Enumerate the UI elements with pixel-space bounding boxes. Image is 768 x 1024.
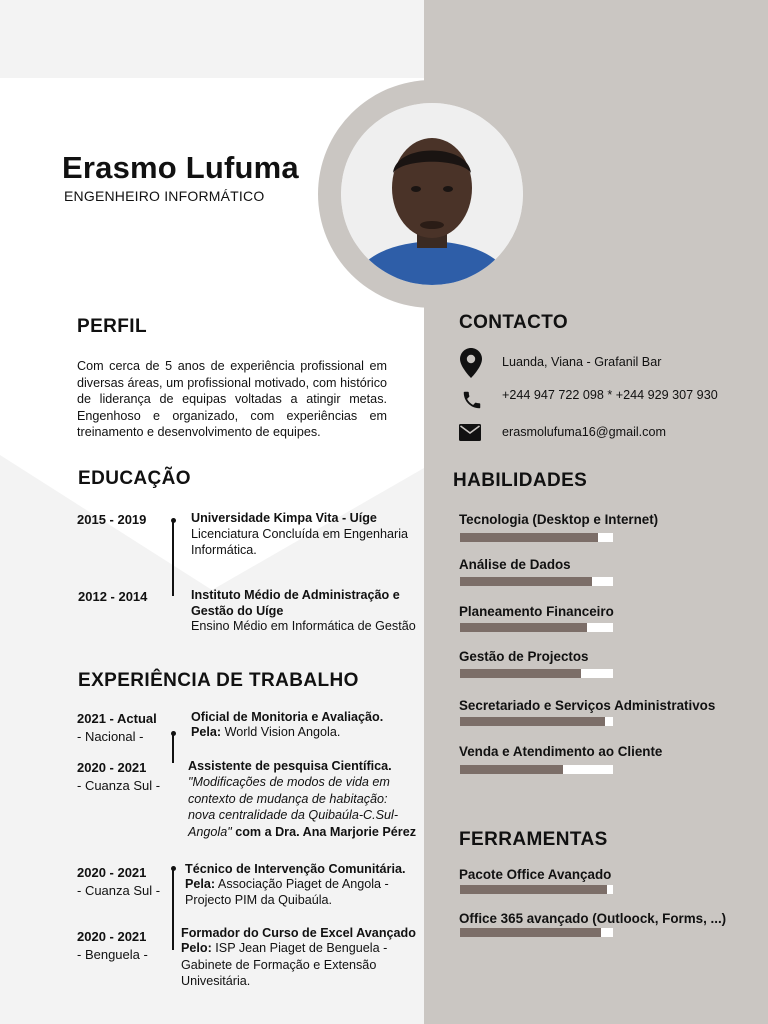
edu-years-2: 2012 - 2014	[78, 589, 148, 604]
timeline-dot	[171, 518, 176, 523]
skill-label-1: Tecnologia (Desktop e Internet)	[459, 512, 659, 527]
tool-bar-1	[460, 885, 613, 894]
exp-quote-2b: contexto de mudança de habitação:	[188, 792, 388, 806]
edu-title-1: Universidade Kimpa Vita - Uíge	[191, 511, 377, 525]
job-title: ENGENHEIRO INFORMÁTICO	[64, 188, 265, 204]
exp-years-2: 2020 - 2021	[77, 760, 147, 775]
skill-bar-4	[460, 669, 613, 678]
skill-bar-fill-1	[460, 533, 598, 542]
experiencia-heading: EXPERIÊNCIA DE TRABALHO	[78, 670, 359, 691]
exp-timeline-line-1	[172, 733, 174, 763]
exp-location-1: - Nacional -	[77, 729, 144, 744]
exp-with-2: com a Dra. Ana Marjorie Pérez	[235, 825, 417, 839]
ferramentas-heading: FERRAMENTAS	[459, 829, 608, 850]
exp-by-4b: Gabinete de Formação e Extensão	[181, 958, 377, 972]
skill-bar-fill-6	[460, 765, 563, 774]
skill-label-4: Gestão de Projectos	[459, 649, 589, 664]
exp-by-4: ISP Jean Piaget de Benguela -	[215, 941, 388, 955]
timeline-dot	[171, 731, 176, 736]
exp-title-2: Assistente de pesquisa Científica.	[188, 759, 392, 773]
exp-quote-2a: "Modificações de modos de vida em	[188, 775, 390, 789]
exp-years-3: 2020 - 2021	[77, 865, 147, 880]
edu-line-1b: Informática.	[191, 543, 257, 557]
skill-bar-5	[460, 717, 613, 726]
habilidades-heading: HABILIDADES	[453, 470, 588, 491]
tool-bar-2	[460, 928, 613, 937]
skill-bar-fill-2	[460, 577, 592, 586]
contacto-heading: CONTACTO	[459, 312, 569, 333]
edu-title-2a: Instituto Médio de Administração e	[191, 588, 400, 602]
skill-label-6: Venda e Atendimento ao Cliente	[459, 744, 663, 759]
profile-photo	[341, 103, 523, 285]
skill-label-2: Análise de Dados	[459, 557, 571, 572]
exp-timeline-line-2	[172, 868, 174, 950]
skill-label-5: Secretariado e Serviços Administrativos	[459, 698, 716, 713]
skill-bar-6	[460, 765, 613, 774]
tool-bar-fill-2	[460, 928, 601, 937]
exp-by-4c: Univesitária.	[181, 974, 251, 988]
tool-label-2: Office 365 avançado (Outloock, Forms, ...)	[459, 911, 727, 926]
skill-label-3: Planeamento Financeiro	[459, 604, 614, 619]
exp-location-4: - Benguela -	[77, 947, 148, 962]
exp-title-3: Técnico de Intervenção Comunitária.	[185, 862, 406, 876]
person-name: Erasmo Lufuma	[62, 150, 299, 185]
perfil-text: Com cerca de 5 anos de experiência profissional em diversas áreas, um profissional motivado, com histórico de liderança de equipas voltadas a atingir metas. Engenhoso e organizado, com experiências em treinamento e desenvolvimento de equipes.	[77, 359, 387, 440]
skill-bar-fill-5	[460, 717, 605, 726]
perfil-heading: PERFIL	[77, 316, 147, 337]
exp-location-2: - Cuanza Sul -	[77, 778, 161, 793]
tool-bar-fill-1	[460, 885, 607, 894]
edu-line-2a: Ensino Médio em Informática de Gestão	[191, 619, 416, 633]
exp-title-4: Formador do Curso de Excel Avançado	[181, 926, 416, 940]
educacao-heading: EDUCAÇÃO	[78, 468, 191, 489]
edu-line-1a: Licenciatura Concluída em Engenharia	[191, 527, 409, 541]
skill-bar-2	[460, 577, 613, 586]
education-timeline-line	[172, 520, 174, 596]
phone-icon	[461, 389, 483, 411]
exp-by-3: Associação Piaget de Angola -	[217, 877, 389, 891]
exp-by-label-3: Pela:	[185, 877, 216, 891]
contact-phone: +244 947 722 098 * +244 929 307 930	[502, 388, 718, 402]
tool-label-1: Pacote Office Avançado	[459, 867, 612, 882]
exp-years-4: 2020 - 2021	[77, 929, 147, 944]
exp-quote-2d: Angola"	[188, 825, 232, 839]
exp-title-1: Oficial de Monitoria e Avaliação.	[191, 710, 384, 724]
exp-years-1: 2021 - Actual	[77, 711, 157, 726]
skill-bar-1	[460, 533, 613, 542]
exp-quote-2c: nova centralidade da Quibaúla-C.Sul-	[188, 808, 399, 822]
contact-address: Luanda, Viana - Grafanil Bar	[502, 355, 662, 369]
exp-by-3b: Projecto PIM da Quibaúla.	[185, 893, 333, 907]
timeline-dot	[171, 866, 176, 871]
exp-by-label-4: Pelo:	[181, 941, 212, 955]
exp-by-1: World Vision Angola.	[224, 725, 341, 739]
edu-title-2b: Gestão do Uíge	[191, 604, 284, 618]
edu-years-1: 2015 - 2019	[77, 512, 147, 527]
exp-by-label-1: Pela:	[191, 725, 222, 739]
exp-location-3: - Cuanza Sul -	[77, 883, 161, 898]
location-pin-icon	[460, 348, 482, 378]
contact-email[interactable]: erasmolufuma16@gmail.com	[502, 425, 666, 439]
skill-bar-fill-3	[460, 623, 587, 632]
skill-bar-fill-4	[460, 669, 581, 678]
email-icon	[459, 424, 481, 441]
skill-bar-3	[460, 623, 613, 632]
